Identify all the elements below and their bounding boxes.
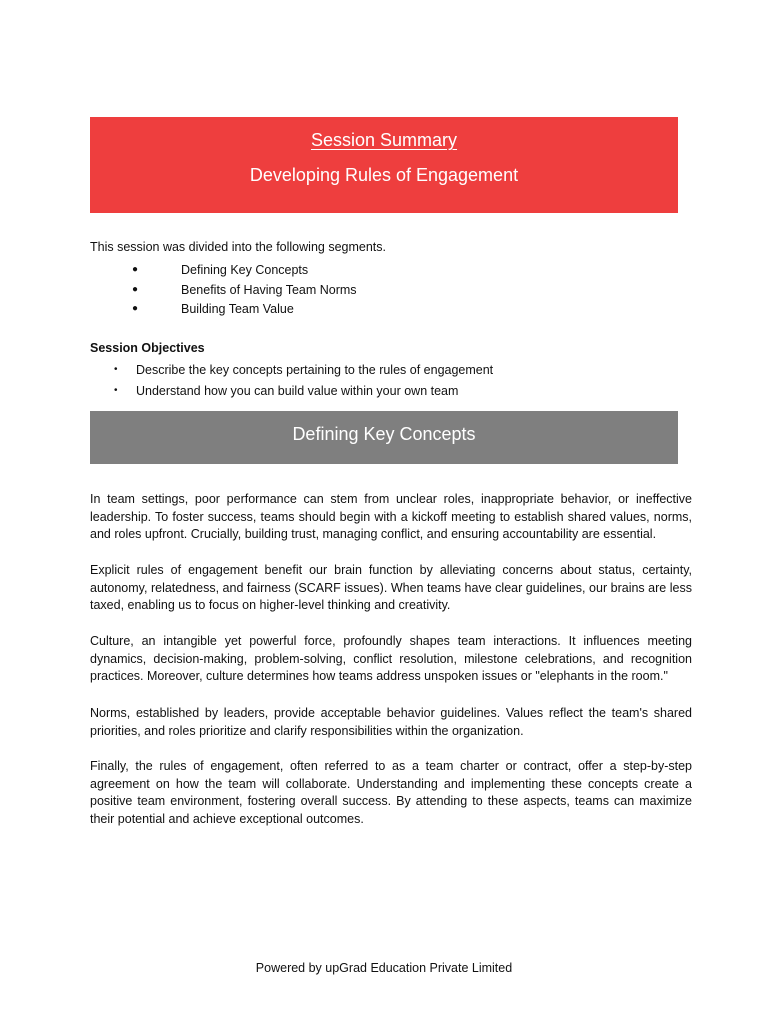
segment-label: Building Team Value [181, 302, 294, 316]
segment-label: Defining Key Concepts [181, 263, 309, 277]
bullet-icon: ● [132, 283, 139, 295]
objectives-heading: Session Objectives [90, 341, 205, 355]
bullet-icon: • [114, 364, 118, 375]
banner-subtitle: Developing Rules of Engagement [249, 165, 519, 185]
body-paragraph: Culture, an intangible yet powerful force, profoundly shapes team interactions. It influences meeting dynamics, decision-making, problem-solving, conflict resolution, milestone celebrations, and recognition practices. Moreover, culture determines how teams address unspoken issues or "elephants in the room." [90, 634, 692, 683]
session-summary-banner [90, 117, 678, 213]
body-paragraph: Norms, established by leaders, provide acceptable behavior guidelines. Values reflect the team's shared priorities, and roles prioritize and clarify responsibilities within the organization. [90, 706, 692, 738]
bullet-icon: ● [132, 303, 139, 314]
objective-label: Understand how you can build value within your own team [136, 383, 459, 398]
segment-label: Benefits of Having Team Norms [181, 282, 357, 297]
bullet-icon: ● [132, 264, 139, 275]
intro-text: This session was divided into the following segments. [90, 240, 386, 254]
bullet-icon: • [114, 384, 118, 396]
body-paragraph: In team settings, poor performance can stem from unclear roles, inappropriate behavior, or ineffective leadership. To foster success, teams should begin with a kickoff meeting to establish shared values, norms, and roles upfront. Crucially, building trust, managing conflict, and ensuring accountability are essential. [90, 492, 692, 541]
section-banner [90, 411, 678, 464]
banner-title: Session Summary [310, 130, 458, 150]
footer-text: Powered by upGrad Education Private Limited [255, 961, 513, 975]
body-paragraph: Finally, the rules of engagement, often referred to as a team charter or contract, offer a step-by-step agreement on how the team will collaborate. Understanding and implementing these concepts create a positive team environment, fostering overall success. By attending to these aspects, teams can maximize their potential and achieve exceptional outcomes. [90, 759, 692, 826]
section-title: Defining Key Concepts [292, 424, 476, 444]
objective-label: Describe the key concepts pertaining to the rules of engagement [136, 363, 494, 377]
body-paragraph: Explicit rules of engagement benefit our brain function by alleviating concerns about status, certainty, autonomy, relatedness, and fairness (SCARF issues). When teams have clear guidelines, our brains are less taxed, enabling us to focus on higher-level thinking and creativity. [90, 563, 692, 612]
